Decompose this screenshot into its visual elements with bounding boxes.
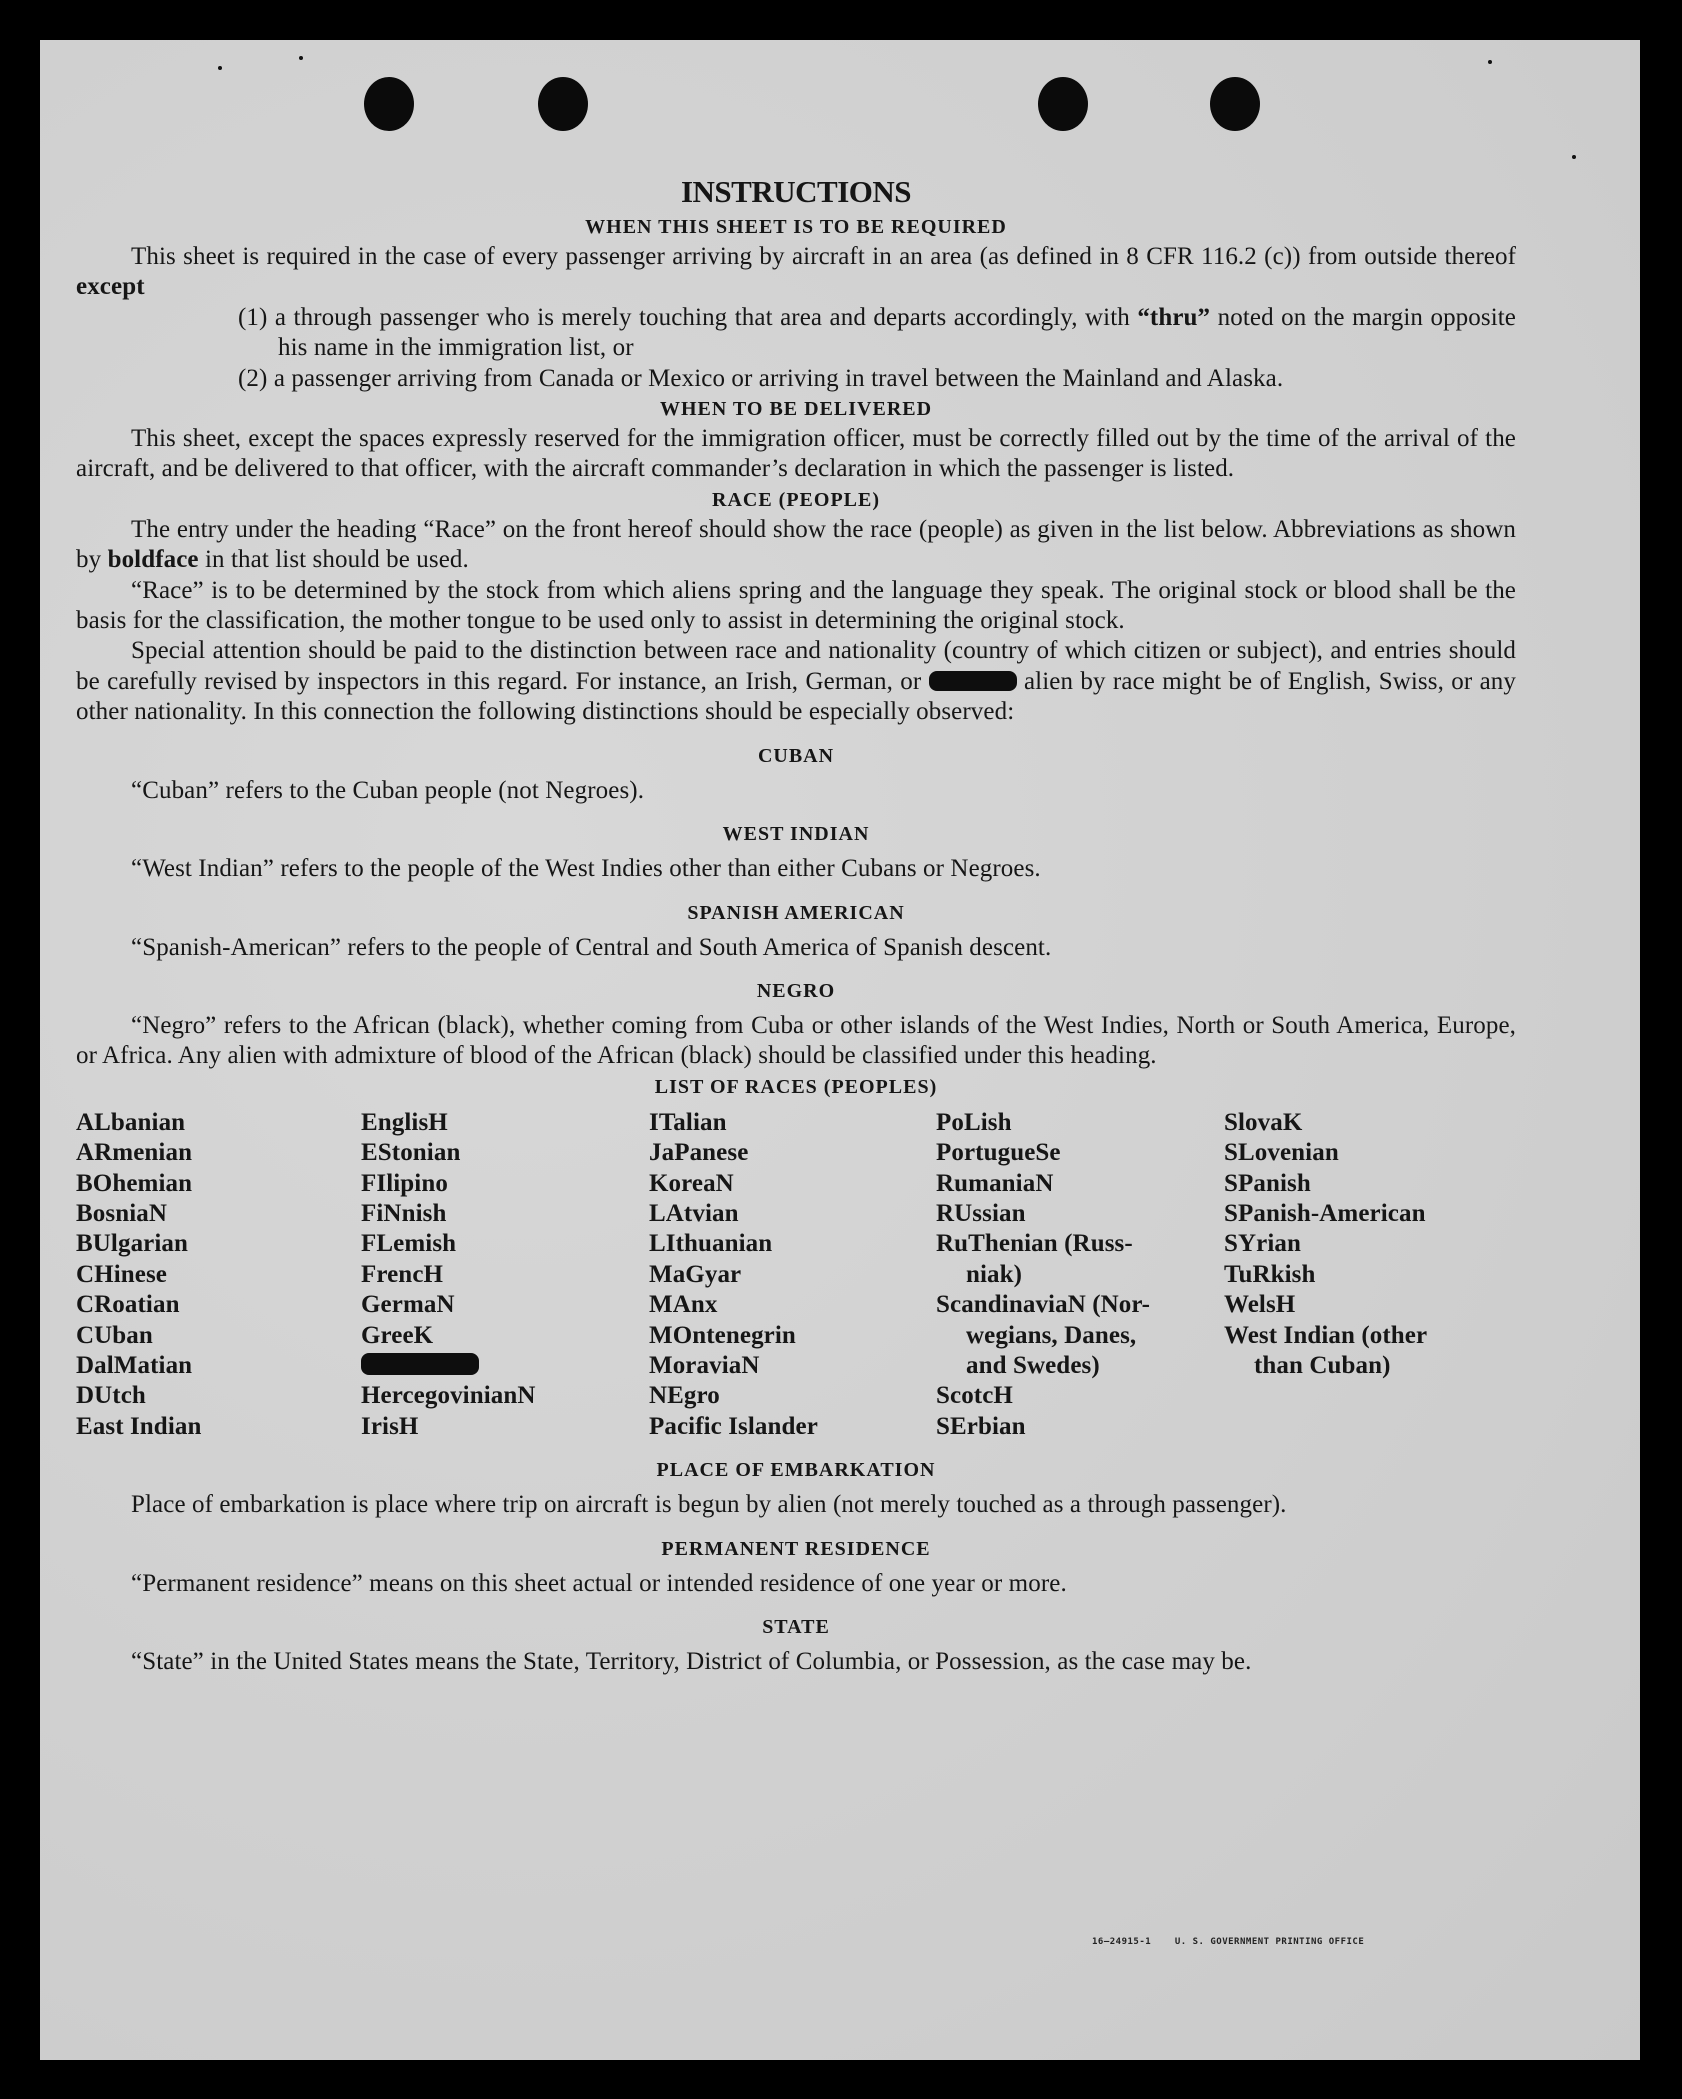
list-item: EnglisH	[361, 1108, 448, 1136]
speck	[218, 66, 222, 70]
list-item: FLemish	[361, 1230, 457, 1258]
paragraph: “Permanent residence” means on this sheet actual or intended residence of one year or more.	[131, 1569, 1067, 1597]
races-column	[76, 1108, 361, 1442]
text: noted on the margin opposite his name in the immigration list, or	[278, 303, 1516, 362]
list-item: JaPanese	[649, 1139, 749, 1167]
section-heading: WEST INDIAN	[722, 823, 870, 846]
text: This sheet is required in the case of every passenger arriving by aircraft in an area (as defined in 8 CFR 116.2 (c)) from outside thereof	[131, 243, 1516, 270]
list-item: PortugueSe	[936, 1139, 1061, 1167]
punch-hole	[538, 77, 588, 131]
list-item	[76, 303, 1516, 364]
races-column	[649, 1108, 936, 1442]
list-item: CUban	[76, 1321, 153, 1349]
list-item: BosniaN	[76, 1199, 168, 1227]
list-item: RUssian	[936, 1199, 1026, 1227]
speck	[1488, 60, 1492, 64]
emphasis-text: boldface	[107, 546, 199, 574]
list-item: niak)	[966, 1260, 1023, 1288]
list-item: ALbanian	[76, 1108, 186, 1136]
section-heading: NEGRO	[756, 979, 836, 1002]
punch-hole	[1038, 77, 1088, 131]
redaction-mark	[361, 1353, 479, 1375]
list-item: LIthuanian	[649, 1230, 773, 1258]
list-item: DUtch	[76, 1382, 146, 1410]
paragraph: This sheet, except the spaces expressly reserved for the immigration officer, must be correctly filled out by the time of the arrival of the aircraft, and be delivered to that officer, with the aircraft commander’s declaration in which the passenger is listed.	[76, 425, 1516, 483]
redaction-mark	[929, 671, 1017, 691]
list-item: FrencH	[361, 1260, 444, 1288]
document-sheet	[40, 40, 1640, 2060]
section-heading: STATE	[762, 1616, 830, 1638]
section-heading: CUBAN	[757, 744, 835, 767]
printer-name: U. S. GOVERNMENT PRINTING OFFICE	[1174, 1937, 1365, 1947]
text: Special attention should be paid to the distinction between race and nationality (country of which citizen or subject), and entries should be carefully revised by inspectors in this regard. For instance, an Irish, German, or	[76, 637, 1516, 695]
emphasis-text: except	[76, 273, 145, 301]
list-item: MoraviaN	[649, 1351, 760, 1379]
list-item: GreeK	[361, 1321, 434, 1349]
list-item: MaGyar	[649, 1260, 742, 1288]
list-item: SlovaK	[1224, 1108, 1303, 1136]
section-heading: LIST OF RACES (PEOPLES)	[654, 1075, 938, 1098]
list-item: NEgro	[649, 1382, 720, 1410]
speck	[1572, 155, 1576, 159]
list-item: TuRkish	[1224, 1260, 1316, 1288]
paragraph: “West Indian” refers to the people of the West Indies other than either Cubans or Negroes.	[131, 855, 1041, 883]
text: The entry under the heading “Race” on the front hereof should show the race (people) as given in the list below. Abbreviations as shown by	[76, 515, 1516, 574]
item-number: (2)	[238, 364, 268, 392]
list-item: SYrian	[1224, 1230, 1302, 1258]
printer-imprint	[1092, 1937, 1364, 1947]
races-group	[361, 1381, 649, 1442]
list-item: Pacific Islander	[649, 1412, 818, 1440]
list-item: SErbian	[936, 1412, 1026, 1440]
section-heading: PERMANENT RESIDENCE	[661, 1537, 931, 1560]
races-group	[936, 1381, 1224, 1442]
list-item: RumaniaN	[936, 1169, 1054, 1197]
list-item: LAtvian	[649, 1199, 739, 1227]
list-item: MOntenegrin	[649, 1321, 796, 1349]
list-item: FiNnish	[361, 1199, 447, 1227]
list-item: CRoatian	[76, 1291, 180, 1319]
races-column	[1224, 1108, 1504, 1442]
punch-hole	[1210, 77, 1260, 131]
list-item: WelsH	[1224, 1291, 1296, 1319]
list-item: ARmenian	[76, 1139, 193, 1167]
page-title: INSTRUCTIONS	[680, 174, 911, 209]
list-item: SPanish	[1224, 1169, 1311, 1197]
list-item	[76, 364, 1516, 394]
paragraph: “Race” is to be determined by the stock from which aliens spring and the language they speak. The original stock or blood shall be the basis for the classification, the mother tongue to be used only to assist in determining the original stock.	[76, 576, 1516, 635]
list-item: DalMatian	[76, 1351, 193, 1379]
list-item: than Cuban)	[1254, 1351, 1391, 1379]
list-item: MAnx	[649, 1291, 718, 1319]
list-item: SLovenian	[1224, 1139, 1339, 1167]
list-item: RuThenian (Russ-	[936, 1230, 1133, 1258]
paragraph: “Negro” refers to the African (black), whether coming from Cuba or other islands of the West Indies, North or South America, Europe, or Africa. Any alien with admixture of blood of the African (black) should be classified under this heading.	[76, 1011, 1516, 1070]
paragraph	[76, 636, 1516, 727]
paragraph: “State” in the United States means the State, Territory, District of Columbia, or Possession, as the case may be.	[131, 1648, 1252, 1675]
list-item: IrisH	[361, 1412, 419, 1440]
instructions-body	[76, 173, 1516, 1677]
races-group	[361, 1108, 649, 1351]
punch-hole	[364, 77, 414, 131]
list-item: HercegovinianN	[361, 1382, 536, 1410]
section-heading: WHEN THIS SHEET IS TO BE REQUIRED	[585, 216, 1007, 238]
item-number: (1)	[238, 303, 268, 331]
list-item: PoLish	[936, 1108, 1012, 1136]
list-item: ScandinaviaN (Nor-	[936, 1291, 1151, 1319]
speck	[299, 56, 303, 60]
text: alien by race might be of English, Swiss, or any other nationality. In this connection the following distinctions should be especially observed:	[76, 667, 1517, 726]
races-list	[76, 1108, 1516, 1442]
text: in that list should be used.	[198, 546, 469, 574]
races-column	[361, 1108, 649, 1442]
paragraph	[76, 515, 1516, 576]
section-heading: WHEN TO BE DELIVERED	[659, 398, 933, 421]
list-item: East Indian	[76, 1412, 202, 1440]
list-item: SPanish-American	[1224, 1199, 1426, 1227]
list-item: West Indian (other	[1224, 1321, 1428, 1349]
emphasis-text: “thru”	[1137, 303, 1211, 331]
list-item: BUlgarian	[76, 1230, 189, 1258]
section-heading: SPANISH AMERICAN	[687, 901, 905, 924]
list-item: BOhemian	[76, 1169, 193, 1197]
list-item: EStonian	[361, 1139, 461, 1167]
list-item: KoreaN	[649, 1169, 734, 1197]
text: a passenger arriving from Canada or Mexico or arriving in travel between the Mainland and Alaska.	[273, 364, 1284, 392]
section-heading: PLACE OF EMBARKATION	[656, 1459, 936, 1482]
section-heading: RACE (PEOPLE)	[712, 488, 880, 511]
list-item: CHinese	[76, 1260, 167, 1288]
paragraph: “Spanish-American” refers to the people of Central and South America of Spanish descent.	[131, 933, 1052, 961]
list-item: ScotcH	[936, 1382, 1013, 1410]
list-item: GermaN	[361, 1291, 455, 1319]
paragraph: Place of embarkation is place where trip on aircraft is begun by alien (not merely touched as a through passenger).	[131, 1491, 1287, 1519]
races-group	[936, 1108, 1224, 1260]
form-code: 16—24915-1	[1092, 1937, 1152, 1947]
list-item: FIlipino	[361, 1169, 448, 1197]
paragraph: “Cuban” refers to the Cuban people (not Negroes).	[131, 776, 645, 804]
text: a through passenger who is merely touching that area and departs accordingly, with	[274, 303, 1138, 331]
list-item: ITalian	[649, 1108, 727, 1136]
races-column	[936, 1108, 1224, 1442]
list-item: wegians, Danes,	[966, 1321, 1137, 1349]
paragraph	[76, 242, 1516, 303]
list-item: and Swedes)	[966, 1351, 1100, 1379]
list-item	[361, 1351, 649, 1381]
races-group	[1224, 1108, 1504, 1351]
